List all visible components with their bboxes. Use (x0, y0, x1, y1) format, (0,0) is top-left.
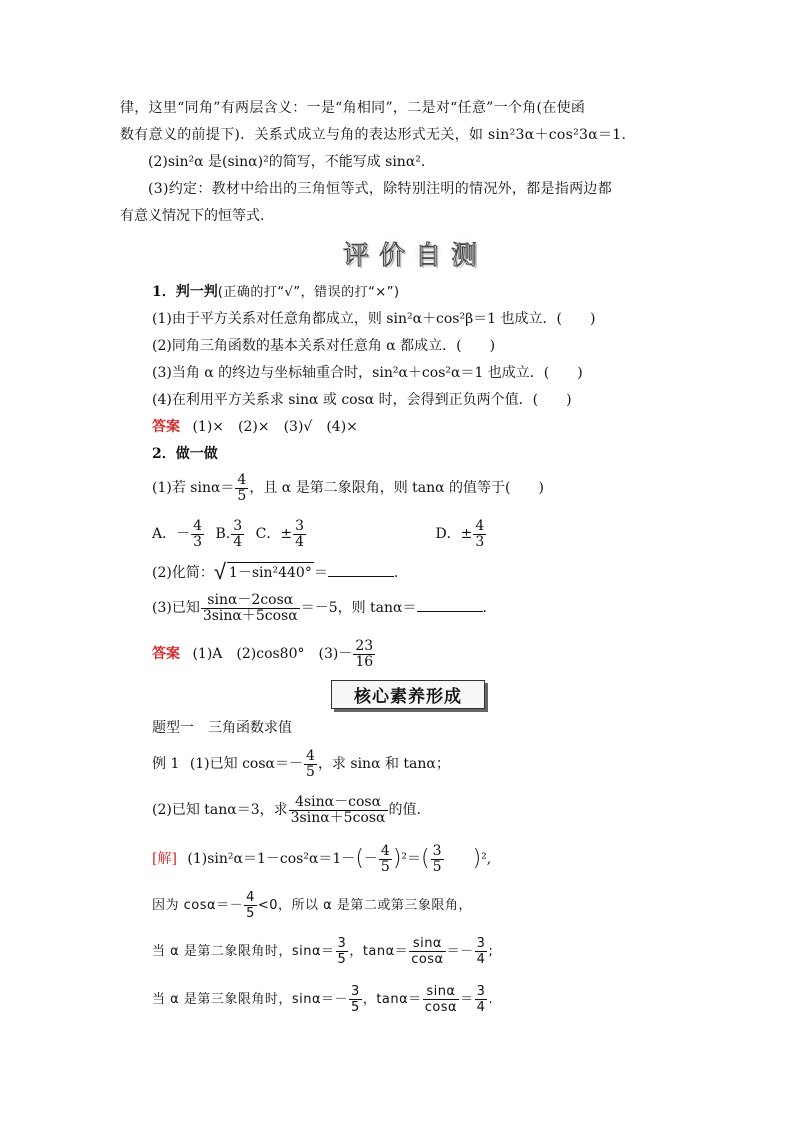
fraction-denominator: 5 (246, 906, 255, 921)
fraction-denominator: 4 (476, 1000, 486, 1015)
fraction-denominator: cosα (424, 1000, 458, 1015)
q1-item-4: (4)在利用平方关系求 sinα 或 cosα 时，会得到正负两个值．( ) (152, 392, 572, 408)
q1-item-2: (2)同角三角函数的基本关系对任意角 α 都成立．( ) (152, 338, 496, 354)
paren-open-2: ( (421, 846, 430, 871)
type1-heading: 题型一 三角函数求值 (152, 720, 292, 736)
q2-item-2-pre: (2)化简： (152, 565, 214, 581)
q2-options (152, 516, 487, 552)
option-b-label: B. (215, 526, 231, 542)
q2-item-1-fraction (235, 473, 248, 504)
fraction-denominator: cosα (411, 952, 444, 967)
fraction-numerator: 3 (351, 984, 360, 999)
solution-line-1 (152, 840, 491, 878)
option-b-fraction (231, 519, 244, 550)
fraction-numerator: 4sinα－cosα (289, 795, 388, 811)
solution-4-fraction (349, 984, 362, 1015)
squared-comma: ², (481, 851, 492, 867)
example-2-pre: (2)已知 tanα＝3，求 (152, 802, 288, 818)
example-1-part-2 (152, 792, 421, 828)
q1-answer-line (152, 417, 358, 437)
banner-char-2: 价 (377, 237, 407, 269)
fraction-denominator: 5 (306, 763, 315, 780)
option-a-fraction (191, 519, 204, 550)
option-a-label: A．－ (152, 526, 191, 542)
fraction-numerator: 3 (295, 517, 304, 534)
example-2-post: 的值. (388, 802, 421, 818)
q1-item-1: (1)由于平方关系对任意角都成立，则 sin²α＋cos²β＝1 也成立．( ) (152, 311, 596, 327)
fraction-numerator: 4 (475, 517, 485, 534)
self-test-banner (340, 232, 480, 274)
fraction-denominator: 5 (380, 858, 390, 875)
solution-2-fraction (244, 890, 257, 921)
q2-answer-fraction (353, 639, 375, 670)
solution-3-tan-fraction (409, 936, 445, 967)
solution-1-fraction (379, 844, 392, 875)
intro-line-3: (2)sin²α 是(sinα)²的简写，不能写成 sinα². (148, 154, 426, 170)
solution-4-end: . (488, 992, 494, 1007)
solution-3-mid: ，tanα＝ (349, 944, 409, 959)
period: . (482, 600, 487, 616)
fraction-denominator: 3sinα＋5cosα (290, 809, 386, 826)
fraction-numerator: sinα (423, 984, 459, 1000)
solution-3-end: ; (488, 944, 494, 959)
option-d-label: D．± (435, 526, 473, 542)
q2-item-1-post: ，且 α 是第二象限角，则 tanα 的值等于( ) (249, 480, 544, 496)
sqrt-radicand: 1－sin²440° (227, 562, 314, 583)
fraction-numerator: 4 (380, 842, 390, 859)
section-title: 核心素养形成 (331, 680, 485, 709)
q2-item-3-fraction (201, 593, 300, 624)
example-2-fraction (289, 795, 388, 826)
solution-4-tan-fraction (423, 984, 459, 1015)
option-b (215, 517, 246, 550)
q1-answer-label: 答案 (152, 419, 180, 435)
solution-1-fraction-2 (431, 844, 444, 875)
fraction-numerator: sinα－2cosα (201, 593, 300, 609)
option-d-fraction (473, 519, 486, 550)
fraction-numerator: 3 (476, 984, 486, 999)
intro-line-4: (3)约定：教材中给出的三角恒等式，除特别注明的情况外，都是指两边都 (148, 181, 613, 197)
q1-item-3: (3)当角 α 的终边与坐标轴重合时，sin²α＋cos²α＝1 也成立．( ) (152, 365, 583, 381)
q2-item-3-post: ＝－5，则 tanα＝ (300, 600, 417, 616)
q2-item-2 (152, 562, 398, 583)
answer-blank[interactable] (328, 562, 394, 577)
solution-line-3 (152, 934, 493, 970)
fraction-numerator: 23 (355, 637, 374, 654)
banner-char-4: 测 (449, 237, 479, 269)
paren-close-2: ) (472, 846, 482, 871)
fraction-numerator: 4 (193, 517, 203, 534)
fraction-denominator: 3 (193, 533, 203, 550)
fraction-numerator: 3 (337, 936, 347, 951)
fraction-numerator: 3 (476, 936, 486, 951)
example-label: 例 1 (152, 756, 180, 772)
answer-blank[interactable] (417, 597, 483, 612)
fraction-denominator: 5 (432, 858, 442, 875)
fraction-numerator: sinα (409, 936, 445, 952)
option-a (152, 517, 205, 550)
example-1-pre: (1)已知 cosα＝－ (189, 756, 304, 772)
fraction-numerator: 4 (306, 747, 315, 764)
solution-4-pre: 当 α 是第三象限角时，sinα＝－ (152, 992, 349, 1007)
example-1-post: ，求 sinα 和 tanα； (317, 756, 450, 772)
fraction-numerator: 4 (246, 890, 255, 905)
q1-heading: 1．判一判 (152, 284, 218, 300)
fraction-denominator: 3 (475, 533, 485, 550)
fraction-numerator: 3 (432, 842, 442, 859)
q2-item-3 (152, 590, 487, 626)
solution-1-pre: (1)sin²α＝1－cos²α＝1－ (187, 851, 356, 867)
fraction-denominator: 4 (476, 952, 486, 967)
q2-item-1-pre: (1)若 sinα＝ (152, 480, 235, 496)
banner-char-1: 评 (341, 237, 371, 269)
fraction-denominator: 4 (295, 533, 304, 550)
solution-4-result-fraction (475, 984, 488, 1015)
solution-4-eq: ＝ (460, 992, 474, 1007)
intro-line-1: 律，这里“同角”有两层含义：一是“角相同”，二是对“任意”一个角(在使函 (120, 100, 586, 116)
intro-line-2: 数有意义的前提下)．关系式成立与角的表达形式无关，如 sin²3α＋cos²3α＝1. (120, 127, 627, 143)
q2-answer-line (152, 636, 376, 672)
q2-item-2-post: ＝ (313, 565, 328, 581)
solution-2-post: <0，所以 α 是第二或第三象限角， (257, 898, 472, 913)
solution-3-pre: 当 α 是第二象限角时，sinα＝ (152, 944, 335, 959)
fraction-denominator: 16 (355, 653, 374, 670)
solution-3-result-fraction (475, 936, 488, 967)
paren-close: ) (392, 846, 402, 871)
fraction-numerator: 4 (237, 471, 247, 488)
q1-note: (正确的打“√”，错误的打“×”) (217, 285, 400, 300)
q1-heading-line (152, 282, 400, 303)
minus-sign: － (363, 851, 378, 867)
option-d (435, 517, 487, 550)
q2-answer-label: 答案 (152, 646, 180, 662)
option-c (255, 517, 307, 550)
solution-2-pre: 因为 cosα＝－ (152, 898, 244, 913)
solution-3-fraction (336, 936, 349, 967)
option-c-label: C．± (255, 526, 293, 542)
q2-heading: 2．做一做 (152, 446, 218, 462)
paren-open: ( (355, 846, 364, 871)
q2-item-3-pre: (3)已知 (152, 600, 200, 616)
fraction-denominator: 5 (337, 952, 347, 967)
solution-line-2 (152, 888, 472, 924)
fraction-denominator: 3sinα＋5cosα (202, 607, 298, 624)
example-1-part-1 (152, 746, 450, 782)
solution-label: [解] (152, 851, 177, 867)
solution-line-4 (152, 982, 493, 1018)
period: . (393, 565, 399, 581)
q2-answer-text: (1)A (2)cos80° (3)－ (192, 646, 353, 662)
sqrt-sign: √ (213, 560, 226, 585)
example-1-fraction (304, 749, 317, 780)
q1-answer-text: (1)× (2)× (3)√ (4)× (192, 419, 358, 435)
fraction-denominator: 5 (351, 1000, 360, 1015)
squared-equals: ²＝ (401, 851, 422, 867)
option-c-fraction (293, 519, 306, 550)
solution-4-mid: ，tanα＝ (362, 992, 422, 1007)
fraction-denominator: 5 (237, 487, 247, 504)
solution-3-eq: ＝－ (446, 944, 474, 959)
q2-item-1 (152, 470, 544, 506)
banner-char-3: 自 (413, 237, 443, 269)
intro-line-5: 有意义情况下的恒等式. (120, 208, 265, 224)
fraction-denominator: 4 (233, 533, 243, 550)
fraction-numerator: 3 (233, 517, 243, 534)
